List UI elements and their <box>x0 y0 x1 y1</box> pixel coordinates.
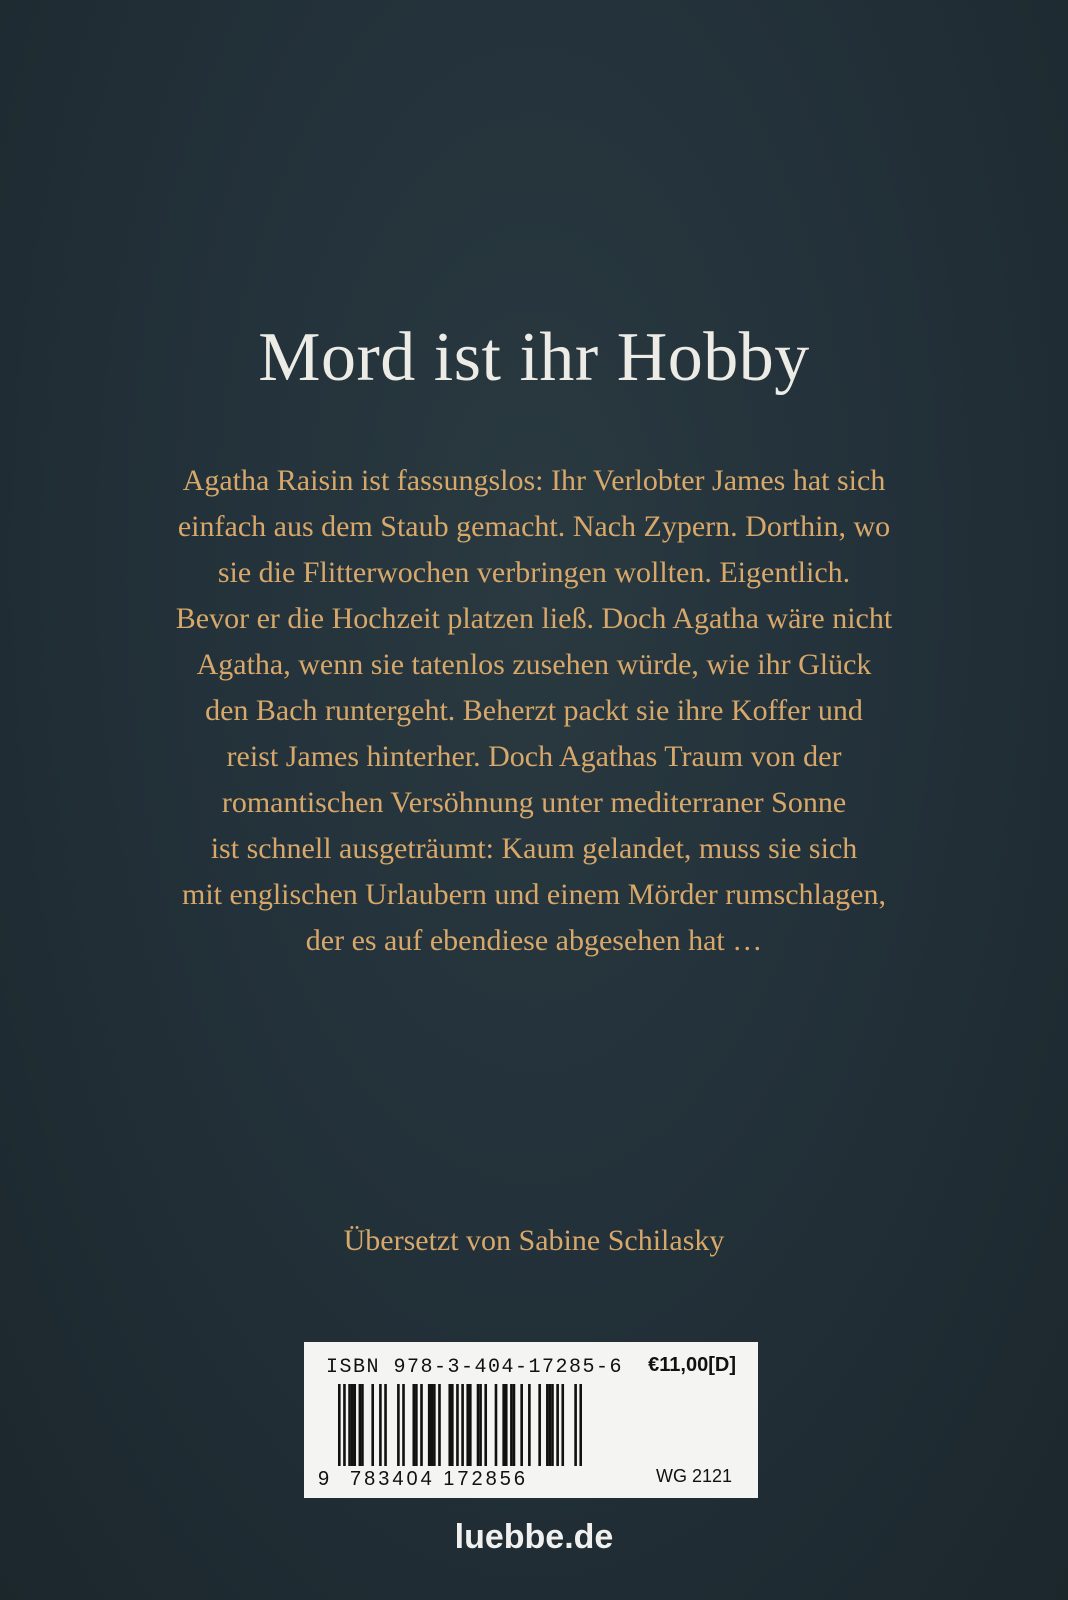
barcode-bar <box>484 1384 487 1466</box>
barcode-bar <box>451 1384 454 1466</box>
blurb-line: Agatha, wenn sie tatenlos zusehen würde, wie ihr Glück <box>196 648 872 681</box>
isbn-text: ISBN 978-3-404-17285-6 <box>326 1356 624 1379</box>
blurb-line: einfach aus dem Staub gemacht. Nach Zypern. Dorthin, wo <box>177 510 891 543</box>
product-group-code: WG 2121 <box>655 1466 732 1486</box>
blurb <box>90 458 978 964</box>
blurb-line: mit englischen Urlaubern und einem Mörder rumschlagen, <box>182 878 886 911</box>
barcode-bar <box>379 1384 382 1466</box>
blurb-line: sie die Flitterwochen verbringen wollten. Eigentlich. <box>217 556 851 589</box>
barcode-first-digit: 9 <box>318 1468 330 1490</box>
barcode-bar <box>579 1384 582 1466</box>
barcode-bar <box>549 1384 552 1466</box>
blurb-line: Agatha Raisin ist fassungslos: Ihr Verlobter James hat sich <box>182 464 886 497</box>
barcode-bar <box>359 1384 362 1466</box>
barcode-bar <box>438 1384 441 1466</box>
barcode-bar <box>343 1384 346 1466</box>
barcode-bar <box>353 1384 356 1466</box>
barcode-bar <box>479 1384 482 1466</box>
barcode-bar <box>510 1384 513 1466</box>
barcode-bar <box>461 1384 464 1466</box>
barcode-bar <box>520 1384 523 1466</box>
barcode-bars <box>338 1384 582 1466</box>
barcode-bar <box>456 1384 459 1466</box>
barcode-bar <box>433 1384 436 1466</box>
headline: Mord ist ihr Hobby <box>258 319 810 396</box>
publisher-url: luebbe.de <box>454 1518 614 1556</box>
blurb-line: der es auf ebendiese abgesehen hat … <box>305 924 763 957</box>
barcode-bar <box>466 1384 469 1466</box>
barcode-bar <box>574 1384 577 1466</box>
barcode-bar <box>348 1384 351 1466</box>
barcode-bar <box>420 1384 423 1466</box>
barcode-bar <box>546 1384 549 1466</box>
barcode-bar <box>371 1384 374 1466</box>
blurb-line: ist schnell ausgeträumt: Kaum gelandet, muss sie sich <box>210 832 858 865</box>
barcode-bar <box>361 1384 364 1466</box>
barcode-digits: 783404 172856 <box>350 1468 529 1490</box>
barcode-bar <box>384 1384 387 1466</box>
barcode-bar <box>505 1384 508 1466</box>
barcode-bar <box>415 1384 418 1466</box>
price-label: €11,00[D] <box>648 1354 736 1376</box>
barcode-bar <box>448 1384 451 1466</box>
barcode-bar <box>397 1384 400 1466</box>
blurb-line: Bevor er die Hochzeit platzen ließ. Doch Agatha wäre nicht <box>175 602 893 635</box>
blurb-line: den Bach runtergeht. Beherzt packt sie ihre Koffer und <box>205 694 863 727</box>
barcode-bar <box>513 1384 516 1466</box>
blurb-line: romantischen Versöhnung unter mediterraner Sonne <box>221 786 847 819</box>
barcode-bar <box>477 1384 480 1466</box>
blurb-line: reist James hinterher. Doch Agathas Traum von der <box>226 740 842 773</box>
barcode-label <box>304 1342 758 1498</box>
barcode-bar <box>561 1384 564 1466</box>
translator-credit: Übersetzt von Sabine Schilasky <box>343 1224 725 1257</box>
barcode-bar <box>551 1384 554 1466</box>
barcode-bar <box>338 1384 341 1466</box>
barcode-bar <box>412 1384 415 1466</box>
barcode-bar <box>528 1384 531 1466</box>
barcode-bar <box>556 1384 559 1466</box>
barcode-bar <box>502 1384 505 1466</box>
barcode-bar <box>469 1384 472 1466</box>
barcode-bar <box>428 1384 431 1466</box>
barcode-bar <box>351 1384 354 1466</box>
barcode-bar <box>538 1384 541 1466</box>
barcode-bar <box>402 1384 405 1466</box>
barcode-bar <box>495 1384 498 1466</box>
barcode-bar <box>430 1384 433 1466</box>
